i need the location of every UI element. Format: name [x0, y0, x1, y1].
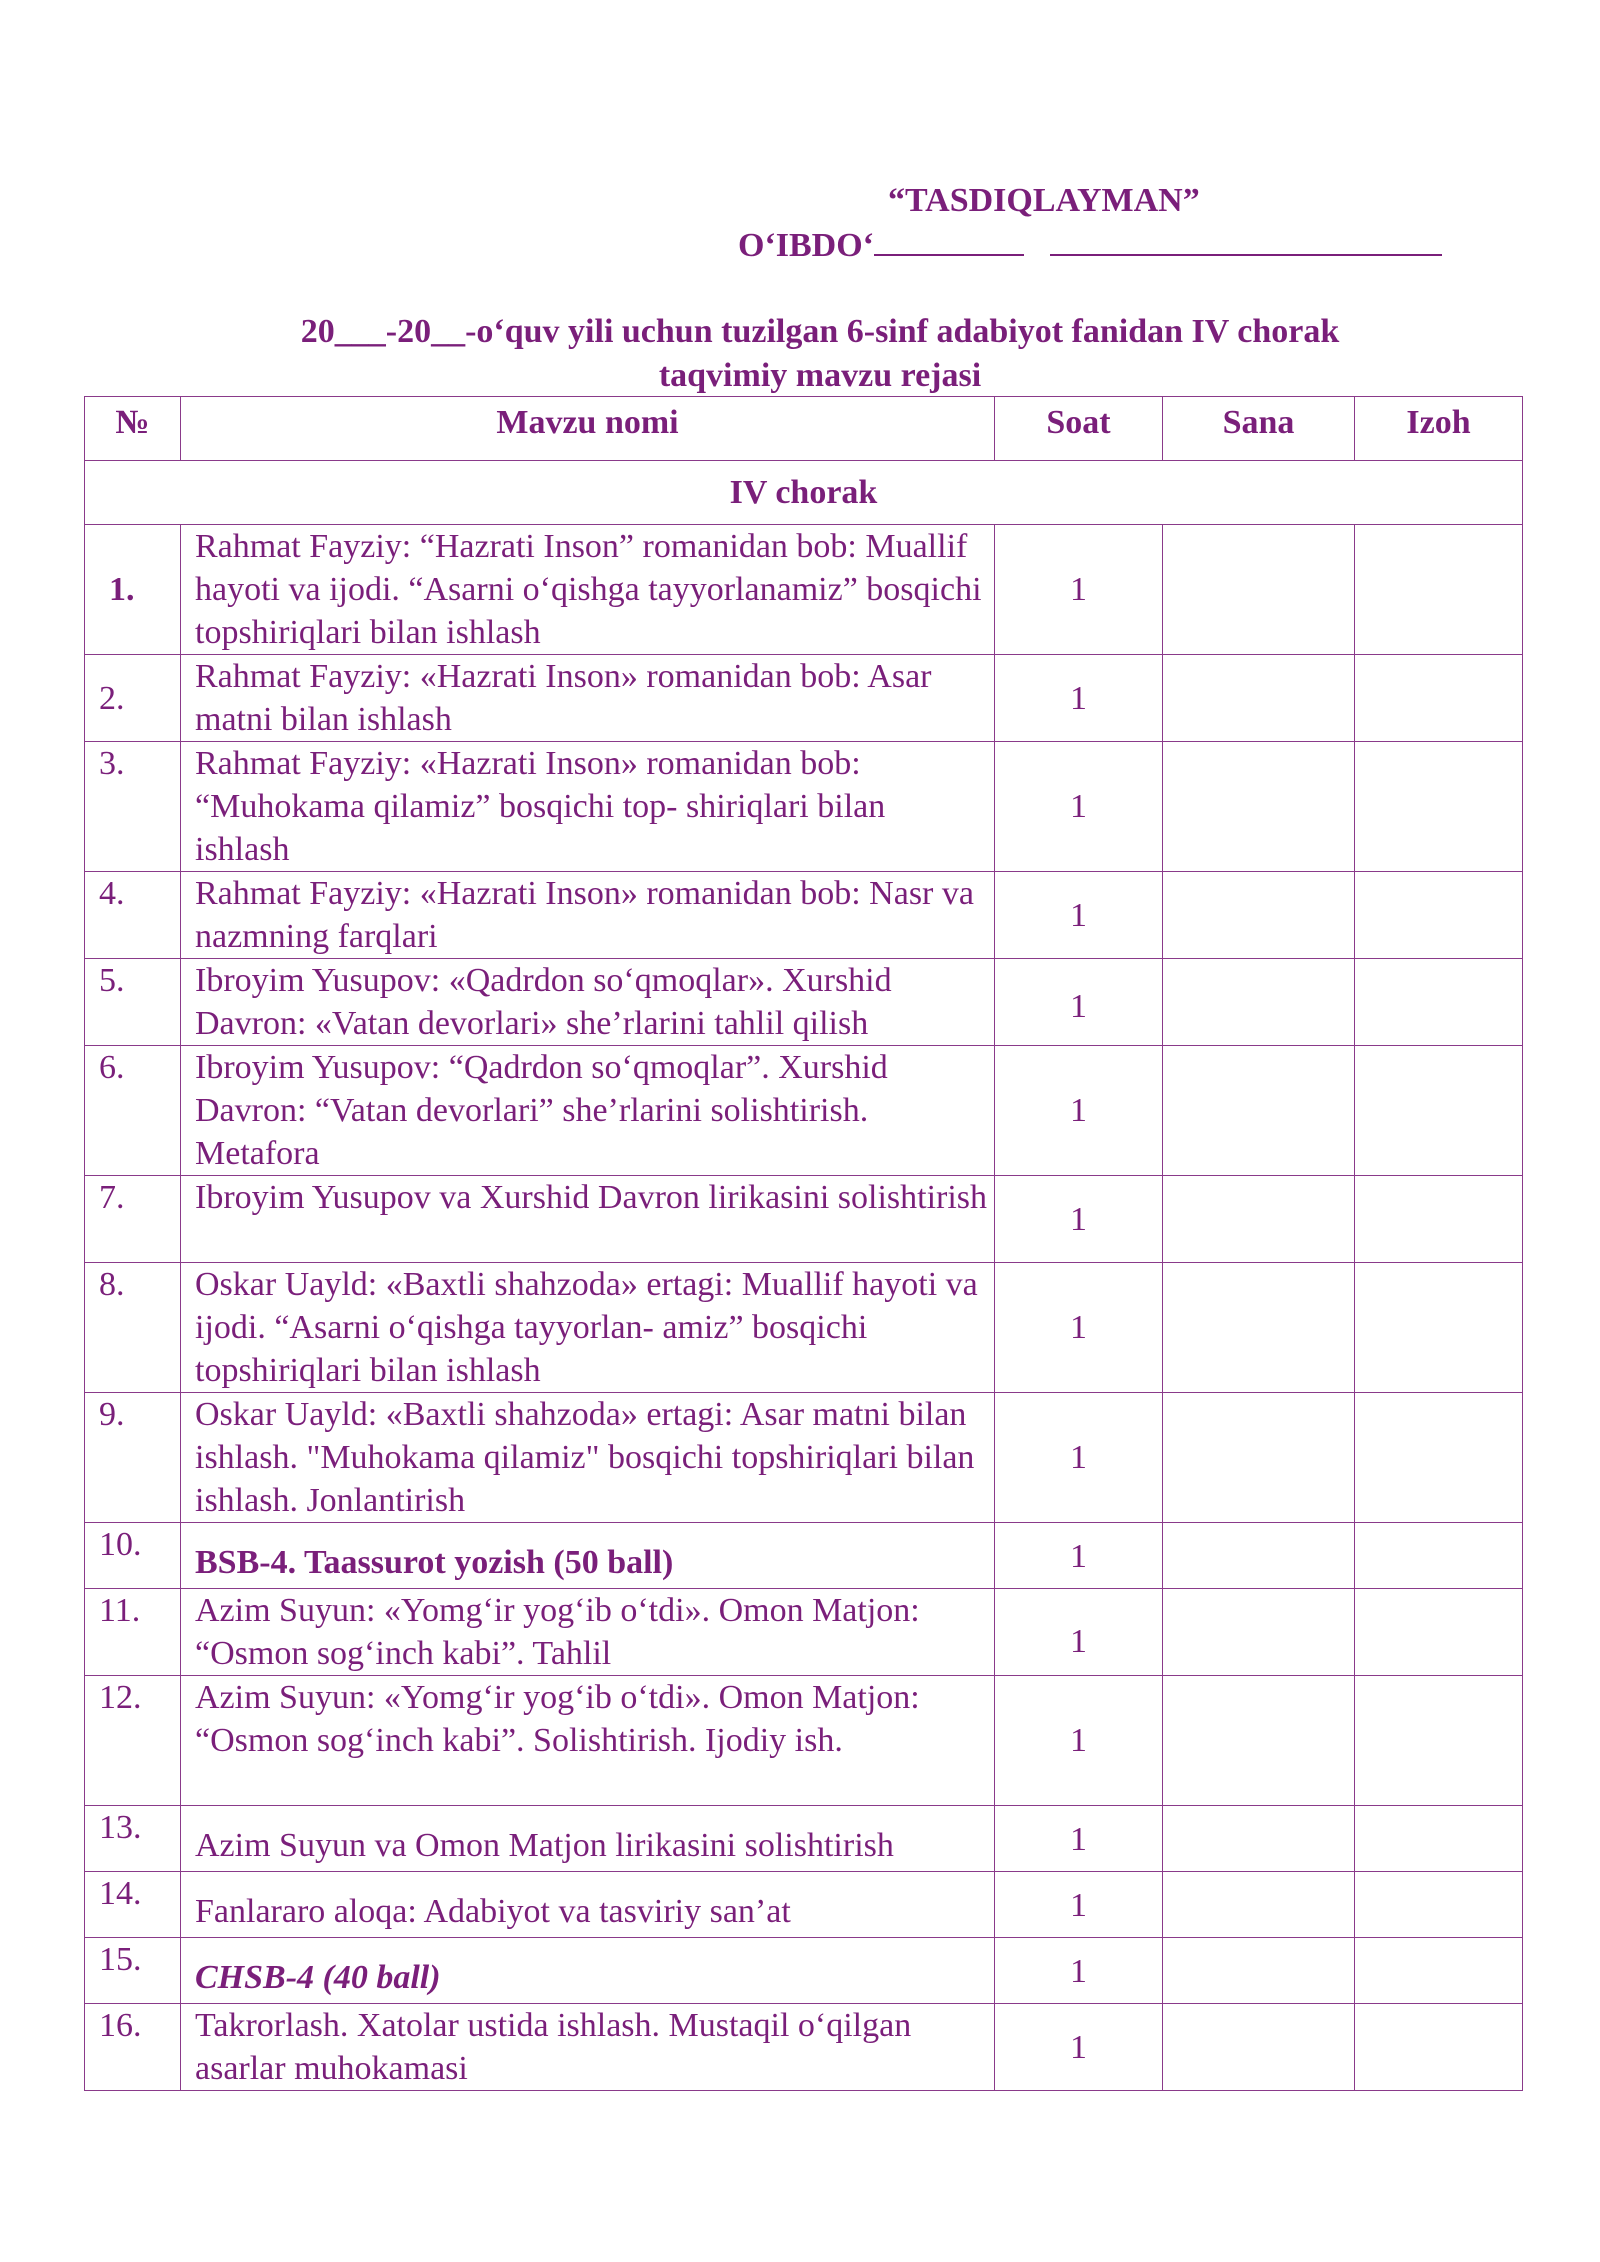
row-number: 3.: [85, 742, 181, 872]
col-header-topic: Mavzu nomi: [181, 397, 995, 461]
table-row: [85, 525, 1523, 655]
col-header-date: Sana: [1163, 397, 1355, 461]
row-hours: 1: [995, 742, 1163, 872]
row-hours: 1: [995, 1046, 1163, 1176]
row-note: [1355, 1263, 1523, 1393]
table-row: [85, 1176, 1523, 1263]
row-hours: 1: [995, 872, 1163, 959]
table-row: [85, 1393, 1523, 1523]
row-date: [1163, 1393, 1355, 1523]
table-row: [85, 1589, 1523, 1676]
row-date: [1163, 742, 1355, 872]
row-hours: 1: [995, 525, 1163, 655]
row-note: [1355, 1176, 1523, 1263]
table-header-row: [85, 397, 1523, 461]
approver-label: O‘IBDO‘: [738, 227, 874, 264]
section-row: [85, 461, 1523, 525]
row-date: [1163, 1176, 1355, 1263]
row-number: 1.: [85, 525, 181, 655]
row-note: [1355, 1938, 1523, 2004]
row-hours: 1: [995, 1393, 1163, 1523]
row-topic: Azim Suyun: «Yomg‘ir yog‘ib o‘tdi». Omon Matjon: “Osmon sog‘inch kabi”. Tahlil: [181, 1589, 995, 1676]
document-title: [230, 310, 1410, 398]
col-header-hours: Soat: [995, 397, 1163, 461]
row-hours: 1: [995, 1589, 1163, 1676]
row-hours: 1: [995, 655, 1163, 742]
row-topic: Rahmat Fayziy: «Hazrati Inson» romanidan bob: Asar matni bilan ishlash: [181, 655, 995, 742]
row-hours: 1: [995, 1872, 1163, 1938]
row-note: [1355, 1523, 1523, 1589]
row-topic: Rahmat Fayziy: «Hazrati Inson» romanidan bob: Nasr va nazmning farqlari: [181, 872, 995, 959]
row-note: [1355, 1676, 1523, 1806]
table-row: [85, 2004, 1523, 2091]
row-topic: CHSB-4 (40 ball): [181, 1938, 995, 2004]
row-date: [1163, 1676, 1355, 1806]
table-row: [85, 1676, 1523, 1806]
row-note: [1355, 742, 1523, 872]
row-note: [1355, 525, 1523, 655]
row-note: [1355, 1806, 1523, 1872]
name-blank: [1050, 224, 1442, 256]
row-topic: Azim Suyun va Omon Matjon lirikasini solishtirish: [181, 1806, 995, 1872]
row-number: 4.: [85, 872, 181, 959]
row-number: 6.: [85, 1046, 181, 1176]
row-topic: Azim Suyun: «Yomg‘ir yog‘ib o‘tdi». Omon Matjon: “Osmon sog‘inch kabi”. Solishtirish. Ijodiy ish.: [181, 1676, 995, 1806]
table-row: [85, 1872, 1523, 1938]
row-date: [1163, 872, 1355, 959]
table-row: [85, 959, 1523, 1046]
row-date: [1163, 959, 1355, 1046]
row-note: [1355, 1393, 1523, 1523]
row-hours: 1: [995, 1806, 1163, 1872]
row-date: [1163, 1806, 1355, 1872]
row-topic: BSB-4. Taassurot yozish (50 ball): [181, 1523, 995, 1589]
row-hours: 1: [995, 1938, 1163, 2004]
row-topic: Oskar Uayld: «Baxtli shahzoda» ertagi: Muallif hayoti va ijodi. “Asarni o‘qishga tayyorlan- amiz” bosqichi topshiriqlari bilan ishlash: [181, 1263, 995, 1393]
col-header-number: №: [85, 397, 181, 461]
row-date: [1163, 655, 1355, 742]
row-number: 14.: [85, 1872, 181, 1938]
row-date: [1163, 1938, 1355, 2004]
row-note: [1355, 1046, 1523, 1176]
row-date: [1163, 1523, 1355, 1589]
table-row: [85, 1046, 1523, 1176]
row-date: [1163, 525, 1355, 655]
row-date: [1163, 2004, 1355, 2091]
row-date: [1163, 1046, 1355, 1176]
lesson-plan-table: [84, 396, 1523, 2091]
table-row: [85, 872, 1523, 959]
row-date: [1163, 1263, 1355, 1393]
title-line-1: 20___-20__-o‘quv yili uchun tuzilgan 6-sinf adabiyot fanidan IV chorak: [300, 313, 1340, 350]
table-row: [85, 1938, 1523, 2004]
row-number: 5.: [85, 959, 181, 1046]
table-row: [85, 1263, 1523, 1393]
col-header-note: Izoh: [1355, 397, 1523, 461]
row-date: [1163, 1589, 1355, 1676]
row-hours: 1: [995, 1523, 1163, 1589]
row-topic: Rahmat Fayziy: “Hazrati Inson” romanidan bob: Muallif hayoti va ijodi. “Asarni o‘qishga tayyorlanamiz” bosqichi topshiriqlari bilan ishlash: [181, 525, 995, 655]
row-hours: 1: [995, 2004, 1163, 2091]
row-note: [1355, 1872, 1523, 1938]
row-number: 2.: [85, 655, 181, 742]
row-number: 15.: [85, 1938, 181, 2004]
row-note: [1355, 2004, 1523, 2091]
section-title: IV chorak: [85, 461, 1523, 525]
row-topic: Ibroyim Yusupov: «Qadrdon so‘qmoqlar». Xurshid Davron: «Vatan devorlari» she’rlarini tahlil qilish: [181, 959, 995, 1046]
title-line-2: taqvimiy mavzu rejasi: [658, 357, 982, 394]
row-number: 7.: [85, 1176, 181, 1263]
table-row: [85, 1806, 1523, 1872]
row-number: 10.: [85, 1523, 181, 1589]
row-number: 12.: [85, 1676, 181, 1806]
row-hours: 1: [995, 1176, 1163, 1263]
table-row: [85, 655, 1523, 742]
row-topic: Takrorlash. Xatolar ustida ishlash. Mustaqil o‘qilgan asarlar muhokamasi: [181, 2004, 995, 2091]
row-topic: Fanlararo aloqa: Adabiyot va tasviriy san’at: [181, 1872, 995, 1938]
row-topic: Rahmat Fayziy: «Hazrati Inson» romanidan bob: “Muhokama qilamiz” bosqichi top- shiriqlari bilan ishlash: [181, 742, 995, 872]
row-note: [1355, 872, 1523, 959]
table-row: [85, 1523, 1523, 1589]
row-hours: 1: [995, 959, 1163, 1046]
row-number: 8.: [85, 1263, 181, 1393]
row-number: 9.: [85, 1393, 181, 1523]
row-hours: 1: [995, 1263, 1163, 1393]
row-topic: Oskar Uayld: «Baxtli shahzoda» ertagi: Asar matni bilan ishlash. "Muhokama qilamiz" bosqichi topshiriqlari bilan ishlash. Jonlantirish: [181, 1393, 995, 1523]
row-topic: Ibroyim Yusupov va Xurshid Davron lirikasini solishtirish: [181, 1176, 995, 1263]
row-note: [1355, 1589, 1523, 1676]
row-number: 13.: [85, 1806, 181, 1872]
row-topic: Ibroyim Yusupov: “Qadrdon so‘qmoqlar”. Xurshid Davron: “Vatan devorlari” she’rlarini solishtirish. Metafora: [181, 1046, 995, 1176]
row-note: [1355, 655, 1523, 742]
approval-heading: “TASDIQLAYMAN”: [888, 182, 1200, 219]
row-note: [1355, 959, 1523, 1046]
signature-blank: [874, 224, 1024, 256]
row-hours: 1: [995, 1676, 1163, 1806]
table-row: [85, 742, 1523, 872]
row-number: 16.: [85, 2004, 181, 2091]
row-number: 11.: [85, 1589, 181, 1676]
approval-signature-line: [738, 224, 1442, 265]
row-date: [1163, 1872, 1355, 1938]
